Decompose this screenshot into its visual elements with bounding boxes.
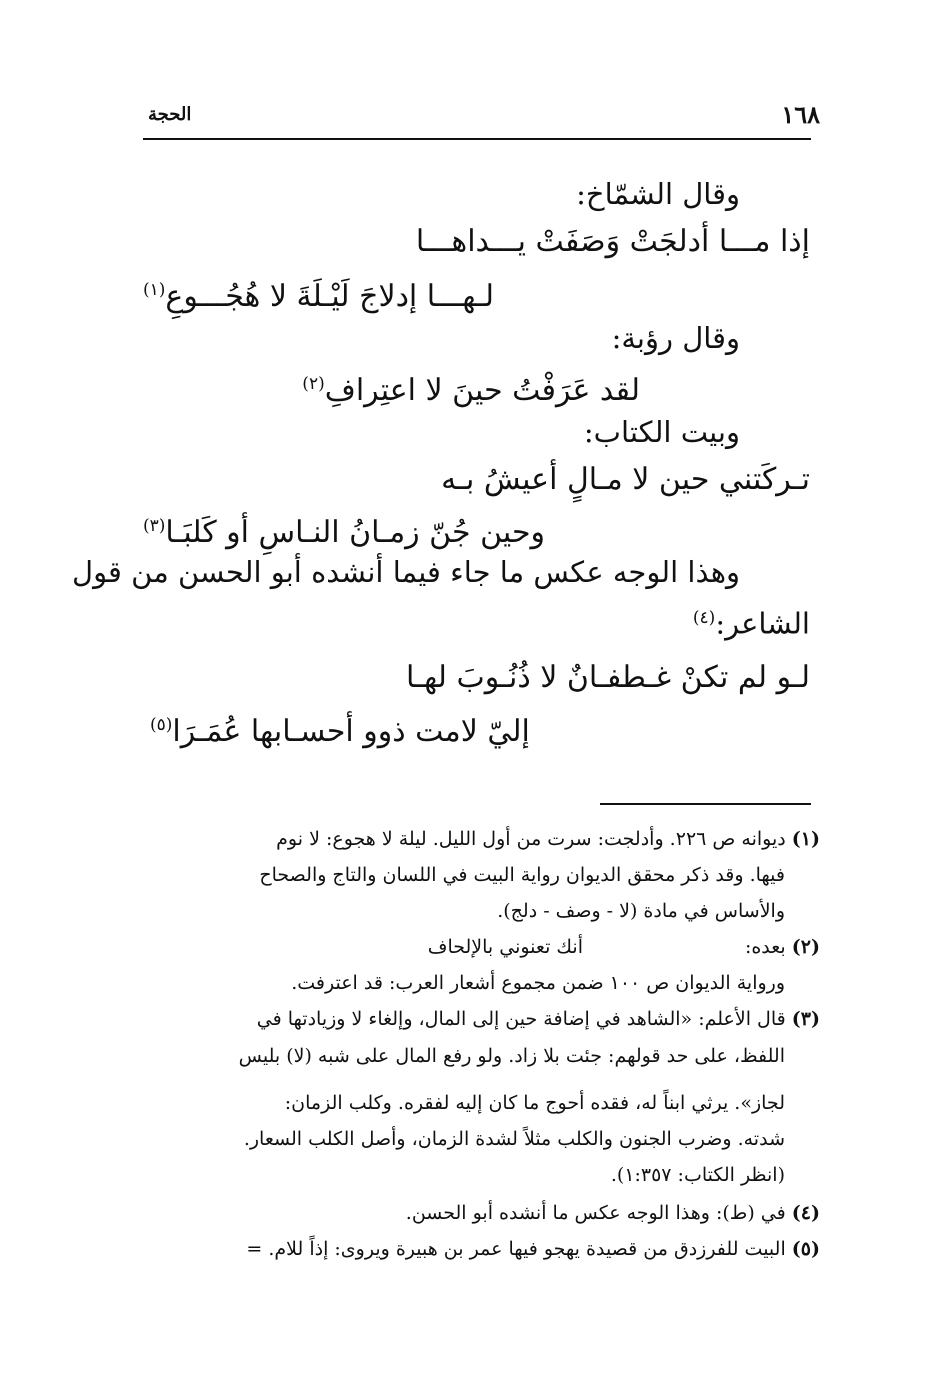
intro-shammakh: وقال الشمّاخ:	[576, 177, 740, 211]
prose-line-2	[693, 598, 810, 644]
footnote-2-line-2: ورواية الديوان ص ١٠٠ ضمن مجموع أشعار العرب: قد اعترفت.	[291, 972, 785, 994]
footnote-ref-5: (٥)	[150, 715, 173, 735]
verse2	[302, 364, 640, 411]
intro-ruba: وقال رؤبة:	[611, 321, 740, 355]
verse3-second-text: وحين جُنّ زمـانُ النـاسِ أو كَلبَـا	[165, 515, 546, 550]
footnote-4-number: (٤)	[791, 1202, 820, 1224]
verse3-second-hemistich	[143, 506, 545, 553]
footnote-2-line-1	[745, 932, 820, 962]
intro-kitab: وبيت الكتاب:	[583, 415, 740, 449]
footnote-2-label: بعده:	[744, 936, 786, 958]
footnote-3-text: قال الأعلم: «الشاهد في إضافة حين إلى المال، وإلغاء لا وزيادتها في	[256, 1008, 786, 1030]
footnote-3-line-1	[257, 1004, 820, 1034]
footnote-1-number: (١)	[791, 828, 820, 850]
footnote-1-line-1	[276, 824, 820, 854]
footnote-ref-1: (١)	[143, 280, 166, 300]
footnote-ref-3: (٣)	[143, 516, 166, 536]
page-number: ١٦٨	[781, 100, 820, 129]
footnote-2-verse: أنك تعنوني بالإلحاف	[427, 936, 583, 958]
verse4-first-hemistich: لـو لم تكنْ غـطفـانٌ لا ذُنُـوبَ لهـا	[406, 660, 810, 695]
verse4-second-hemistich	[150, 705, 530, 752]
footnote-1-line-2: فيها. وقد ذكر محقق الديوان رواية البيت في اللسان والتاج والصحاح	[259, 864, 785, 886]
footnote-rule	[600, 803, 811, 805]
verse3-first-hemistich: تـركَتني حين لا مـالٍ أعيشُ بـه	[441, 462, 810, 497]
verse1-first-hemistich: إذا مـــا أدلجَتْ وَصَفَتْ يـــداهـــا	[415, 224, 810, 259]
footnote-5-text: البيت للفرزدق من قصيدة يهجو فيها عمر بن هبيرة ويروى: إذاً للام. =	[246, 1238, 786, 1260]
footnote-ref-2: (٢)	[302, 374, 325, 394]
verse1-second-hemistich	[143, 270, 494, 317]
footnote-3-number: (٣)	[791, 1008, 820, 1030]
footnote-3-line-3: لجاز». يرثي ابناً له، فقده أحوج ما كان إليه لفقره. وكلب الزمان:	[284, 1092, 785, 1114]
footnote-1-text: ديوانه ص ٢٢٦. وأدلجت: سرت من أول الليل. ليلة لا هجوع: لا نوم	[276, 828, 786, 850]
footnote-3-line-5: (انظر الكتاب: ١:٣٥٧).	[610, 1164, 785, 1186]
header-rule	[143, 138, 811, 140]
footnote-2-number: (٢)	[791, 936, 820, 958]
footnote-ref-4: (٤)	[692, 608, 716, 628]
verse1-second-text: لـهـــا إدلاجَ لَيْـلَةَ لا هُجُـــوعِ	[165, 279, 495, 314]
footnote-3-line-4: شدته. وضرب الجنون والكلب مثلاً لشدة الزمان، وأصل الكلب السعار.	[243, 1128, 785, 1150]
prose-line-2-text: الشاعر:	[715, 606, 810, 641]
verse4-second-text: إليّ لامت ذوو أحسـابها عُمَـرَا	[172, 714, 530, 749]
footnote-3-line-2: اللفظ، على حد قولهم: جئت بلا زاد. ولو رفع المال على شبه (لا) بليس	[238, 1045, 785, 1067]
footnote-4-text: في (ط): وهذا الوجه عكس ما أنشده أبو الحسن.	[405, 1202, 786, 1224]
footnote-5	[246, 1234, 820, 1264]
footnote-5-number: (٥)	[791, 1238, 820, 1260]
running-title: الحجة	[148, 104, 192, 125]
verse2-text: لقد عَرَفْتُ حينَ لا اعتِرافِ	[324, 373, 640, 408]
footnote-1-line-3: والأساس في مادة (لا - وصف - دلج).	[497, 900, 785, 922]
prose-line-1: وهذا الوجه عكس ما جاء فيما أنشده أبو الحسن من قول	[72, 555, 740, 589]
footnote-4	[406, 1198, 820, 1228]
